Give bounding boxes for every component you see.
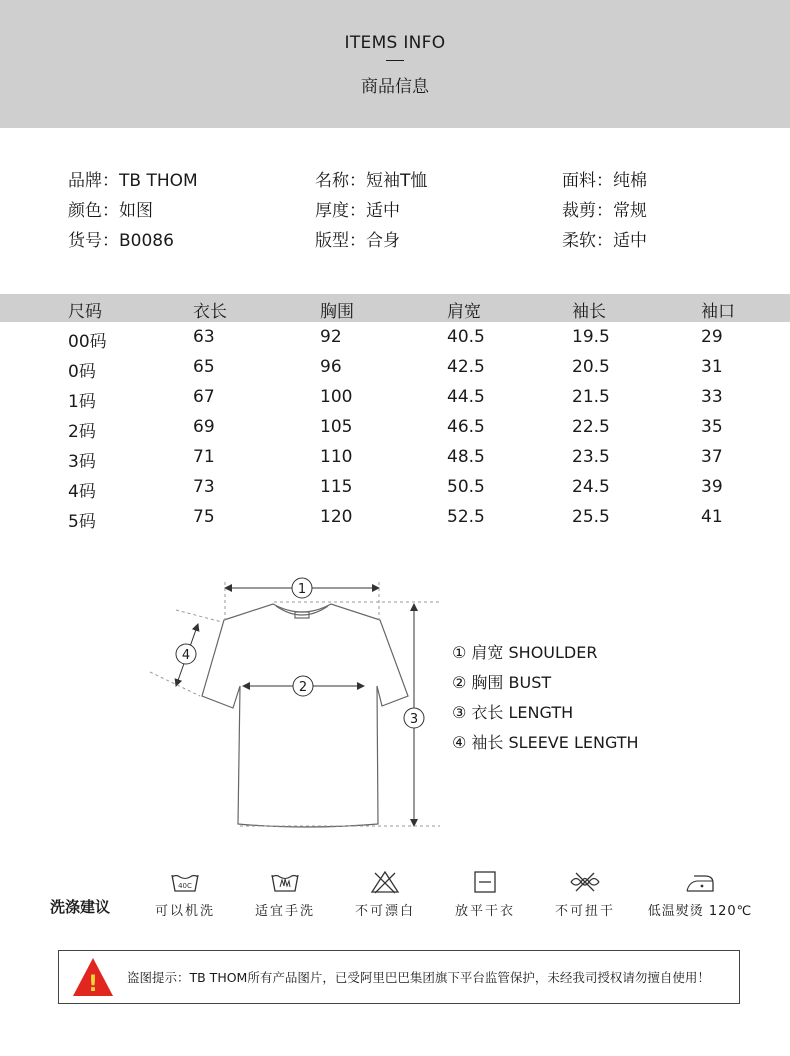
svg-text:40C: 40C xyxy=(178,882,192,890)
svg-text:!: ! xyxy=(87,972,99,997)
care-label: 低温熨烫 120℃ xyxy=(647,904,753,919)
tshirt-outline xyxy=(202,604,408,827)
size-table-cell: 63 xyxy=(193,327,215,347)
notice-text: 盗图提示：TB THOM所有产品图片，已受阿里巴巴集团旗下平台监管保护，未经我司授权请勿擅自使用！ xyxy=(127,970,710,985)
svg-text:1: 1 xyxy=(297,582,307,597)
info-name: 名称：短袖T恤 xyxy=(315,171,428,191)
size-table-cell: 0码 xyxy=(68,362,96,382)
care-label: 不可漂白 xyxy=(354,904,415,919)
size-table-cell: 44.5 xyxy=(447,387,485,407)
tshirt-diagram xyxy=(0,560,790,850)
size-table-cell: 69 xyxy=(193,417,215,437)
size-table-cell: 73 xyxy=(193,477,215,497)
size-table-cell: 46.5 xyxy=(447,417,485,437)
marker-2 xyxy=(293,676,313,696)
svg-text:4: 4 xyxy=(181,648,191,663)
size-table-cell: 23.5 xyxy=(572,447,610,467)
size-table-cell: 105 xyxy=(320,417,353,437)
size-table-cell: 65 xyxy=(193,357,215,377)
header-title-zh: 商品信息 xyxy=(361,77,429,97)
size-table-cell: 42.5 xyxy=(447,357,485,377)
info-sku: 货号：B0086 xyxy=(68,231,174,251)
info-color: 颜色：如图 xyxy=(68,201,153,221)
care-instructions xyxy=(0,862,790,932)
size-table-cell: 110 xyxy=(320,447,353,467)
size-table-cell: 4码 xyxy=(68,482,96,502)
machine-wash-icon xyxy=(168,870,202,894)
care-label: 适宜手洗 xyxy=(254,904,315,919)
page-header xyxy=(0,0,790,128)
warning-icon xyxy=(71,956,115,998)
size-table-column-header: 肩宽 xyxy=(447,302,481,322)
care-no-wring xyxy=(530,870,640,919)
size-table-cell: 00码 xyxy=(68,332,107,352)
size-table-cell: 1码 xyxy=(68,392,96,412)
size-table-cell: 22.5 xyxy=(572,417,610,437)
svg-text:2: 2 xyxy=(298,680,308,695)
size-table-column-header: 袖长 xyxy=(572,302,606,322)
size-table-cell: 29 xyxy=(701,327,723,347)
size-table-column-header: 尺码 xyxy=(68,302,102,322)
care-label: 不可扭干 xyxy=(554,904,615,919)
care-no-bleach xyxy=(330,870,440,919)
care-hand-wash xyxy=(230,870,340,919)
dry-flat-icon xyxy=(468,870,502,894)
legend-length: ③ 衣长 LENGTH xyxy=(452,703,574,722)
size-table-cell: 50.5 xyxy=(447,477,485,497)
care-low-iron xyxy=(645,870,755,919)
size-table-cell: 25.5 xyxy=(572,507,610,527)
size-table-cell: 48.5 xyxy=(447,447,485,467)
measurement-legend xyxy=(452,640,639,760)
size-table-cell: 71 xyxy=(193,447,215,467)
size-table-header-bar xyxy=(0,294,790,322)
size-table-cell: 24.5 xyxy=(572,477,610,497)
marker-3 xyxy=(404,708,424,728)
size-table-column-header: 胸围 xyxy=(320,302,354,322)
care-machine-wash xyxy=(130,870,240,919)
svg-text:3: 3 xyxy=(409,712,419,727)
size-table-cell: 96 xyxy=(320,357,342,377)
size-table-cell: 41 xyxy=(701,507,723,527)
no-bleach-icon xyxy=(368,870,402,894)
marker-1 xyxy=(292,578,312,598)
legend-sleeve: ④ 袖长 SLEEVE LENGTH xyxy=(452,733,639,752)
size-table-column-header: 衣长 xyxy=(193,302,227,322)
care-label: 放平干衣 xyxy=(454,904,515,919)
info-thickness: 厚度：适中 xyxy=(315,201,400,221)
care-label: 可以机洗 xyxy=(154,904,215,919)
header-title-en: ITEMS INFO xyxy=(344,33,446,53)
size-table-cell: 31 xyxy=(701,357,723,377)
legend-shoulder: ① 肩宽 SHOULDER xyxy=(452,643,598,662)
copyright-notice xyxy=(58,950,740,1004)
size-table-cell: 92 xyxy=(320,327,342,347)
size-table-cell: 37 xyxy=(701,447,723,467)
size-table-cell: 3码 xyxy=(68,452,96,472)
size-table-column-header: 袖口 xyxy=(701,302,735,322)
size-table-cell: 100 xyxy=(320,387,353,407)
size-table-cell: 115 xyxy=(320,477,353,497)
size-table-cell: 40.5 xyxy=(447,327,485,347)
size-table-cell: 20.5 xyxy=(572,357,610,377)
size-table-cell: 35 xyxy=(701,417,723,437)
marker-4 xyxy=(176,644,196,664)
size-table-cell: 19.5 xyxy=(572,327,610,347)
low-iron-icon xyxy=(683,870,717,894)
care-title: 洗涤建议 xyxy=(50,898,111,916)
legend-bust: ② 胸围 BUST xyxy=(452,673,552,692)
size-table-cell: 39 xyxy=(701,477,723,497)
info-brand: 品牌：TB THOM xyxy=(68,171,198,191)
size-table-cell: 52.5 xyxy=(447,507,485,527)
size-table-cell: 33 xyxy=(701,387,723,407)
info-softness: 柔软：适中 xyxy=(562,231,647,251)
hand-wash-icon xyxy=(268,870,302,894)
measurement-diagram xyxy=(0,560,790,850)
size-table-cell: 120 xyxy=(320,507,353,527)
size-table-cell: 21.5 xyxy=(572,387,610,407)
size-table-cell: 75 xyxy=(193,507,215,527)
size-table-cell: 2码 xyxy=(68,422,96,442)
info-fabric: 面料：纯棉 xyxy=(562,171,647,191)
info-fit: 版型：合身 xyxy=(315,231,400,251)
no-wring-icon xyxy=(568,870,602,894)
size-table-cell: 5码 xyxy=(68,512,96,532)
care-dry-flat xyxy=(430,870,540,919)
info-cut: 裁剪：常规 xyxy=(562,201,647,221)
size-table-cell: 67 xyxy=(193,387,215,407)
header-divider xyxy=(386,60,404,61)
